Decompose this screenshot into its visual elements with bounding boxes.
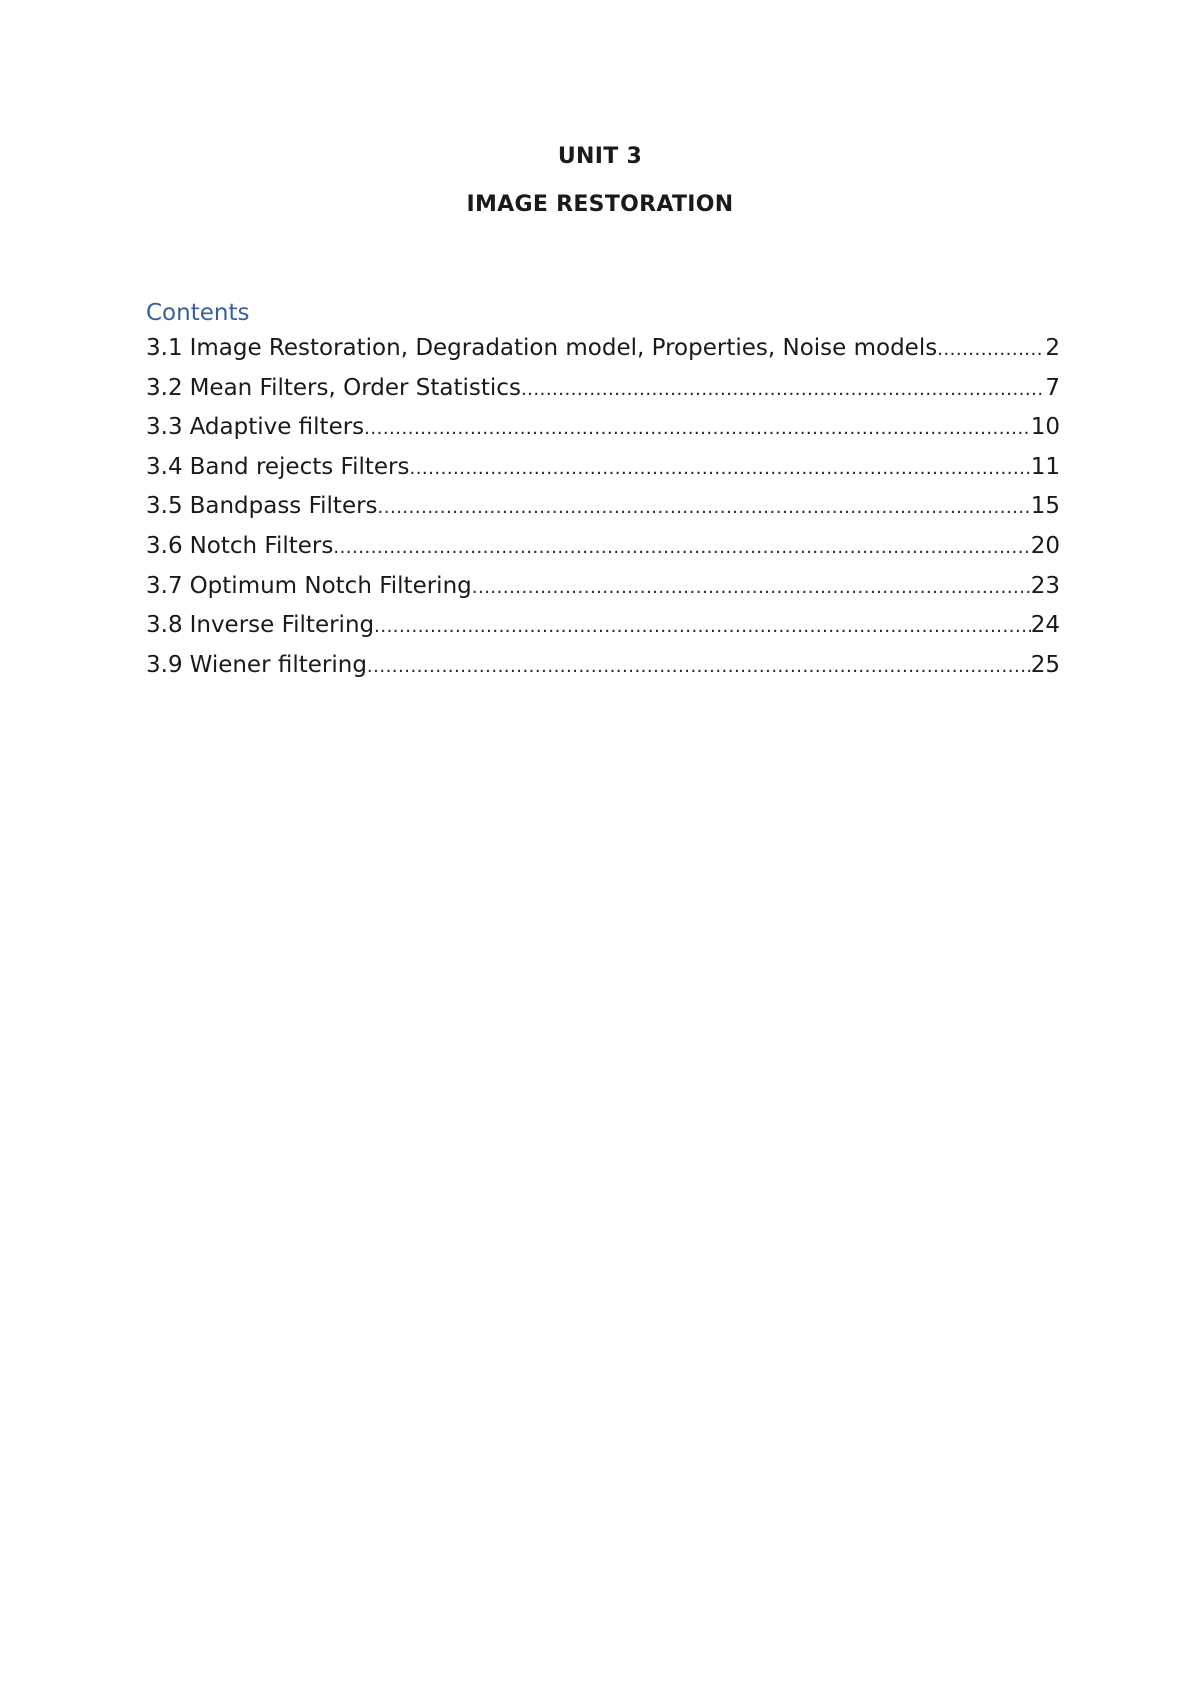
table-of-contents: [146, 297, 1060, 685]
toc-dot-leader: [367, 647, 1031, 686]
toc-dot-leader: [378, 488, 1031, 527]
toc-entry-number: 3.4: [146, 453, 183, 480]
toc-entry-number: 3.2: [146, 374, 183, 401]
toc-entry-title: Notch Filters: [189, 532, 334, 559]
toc-entry-3-9[interactable]: [146, 646, 1060, 686]
toc-entry-3-8[interactable]: [146, 606, 1060, 646]
toc-entry-title: Bandpass Filters: [189, 493, 378, 520]
toc-entry-number: 3.5: [146, 493, 183, 520]
toc-entry-title: Image Restoration, Degradation model, Properties, Noise models: [189, 335, 938, 361]
toc-entry-page: 15: [1030, 493, 1060, 520]
toc-dot-leader: [364, 409, 1031, 448]
toc-dot-leader: [521, 370, 1045, 409]
toc-entry-page: 20: [1030, 532, 1060, 559]
toc-entry-page: 25: [1030, 651, 1060, 678]
toc-entry-number: 3.7: [146, 572, 183, 599]
toc-entry-title: Band rejects Filters: [189, 453, 410, 480]
toc-entry-number: 3.1: [146, 335, 183, 361]
toc-entry-title: Adaptive filters: [189, 414, 365, 441]
toc-dot-leader: [937, 330, 1045, 369]
toc-entry-3-1[interactable]: [146, 329, 1060, 369]
toc-entry-3-2[interactable]: [146, 369, 1060, 409]
toc-entry-page: 24: [1030, 612, 1060, 639]
toc-dot-leader: [409, 449, 1030, 488]
toc-entry-number: 3.3: [146, 414, 183, 441]
toc-entry-page: 7: [1045, 374, 1060, 401]
toc-entry-page: 11: [1030, 453, 1060, 480]
toc-entry-page: 23: [1030, 572, 1060, 599]
toc-entry-3-5[interactable]: [146, 487, 1060, 527]
toc-entry-3-3[interactable]: [146, 408, 1060, 448]
toc-entry-page: 10: [1030, 414, 1060, 441]
toc-entry-page: 2: [1045, 335, 1060, 361]
toc-dot-leader: [472, 568, 1031, 607]
toc-entry-title: Mean Filters, Order Statistics: [189, 374, 521, 401]
toc-entry-number: 3.8: [146, 612, 183, 639]
unit-heading: UNIT 3: [557, 144, 643, 169]
toc-dot-leader: [333, 528, 1030, 567]
toc-entry-3-6[interactable]: [146, 527, 1060, 567]
toc-entry-number: 3.6: [146, 532, 183, 559]
toc-dot-leader: [374, 607, 1031, 646]
toc-entry-title: Inverse Filtering: [189, 612, 375, 639]
toc-list: [146, 329, 1060, 685]
toc-entry-3-4[interactable]: [146, 448, 1060, 488]
toc-entry-title: Optimum Notch Filtering: [189, 572, 472, 599]
toc-entry-number: 3.9: [146, 651, 183, 678]
unit-title: IMAGE RESTORATION: [466, 192, 734, 217]
toc-heading: Contents: [146, 300, 250, 326]
toc-entry-3-7[interactable]: [146, 567, 1060, 607]
toc-entry-title: Wiener filtering: [189, 651, 367, 678]
